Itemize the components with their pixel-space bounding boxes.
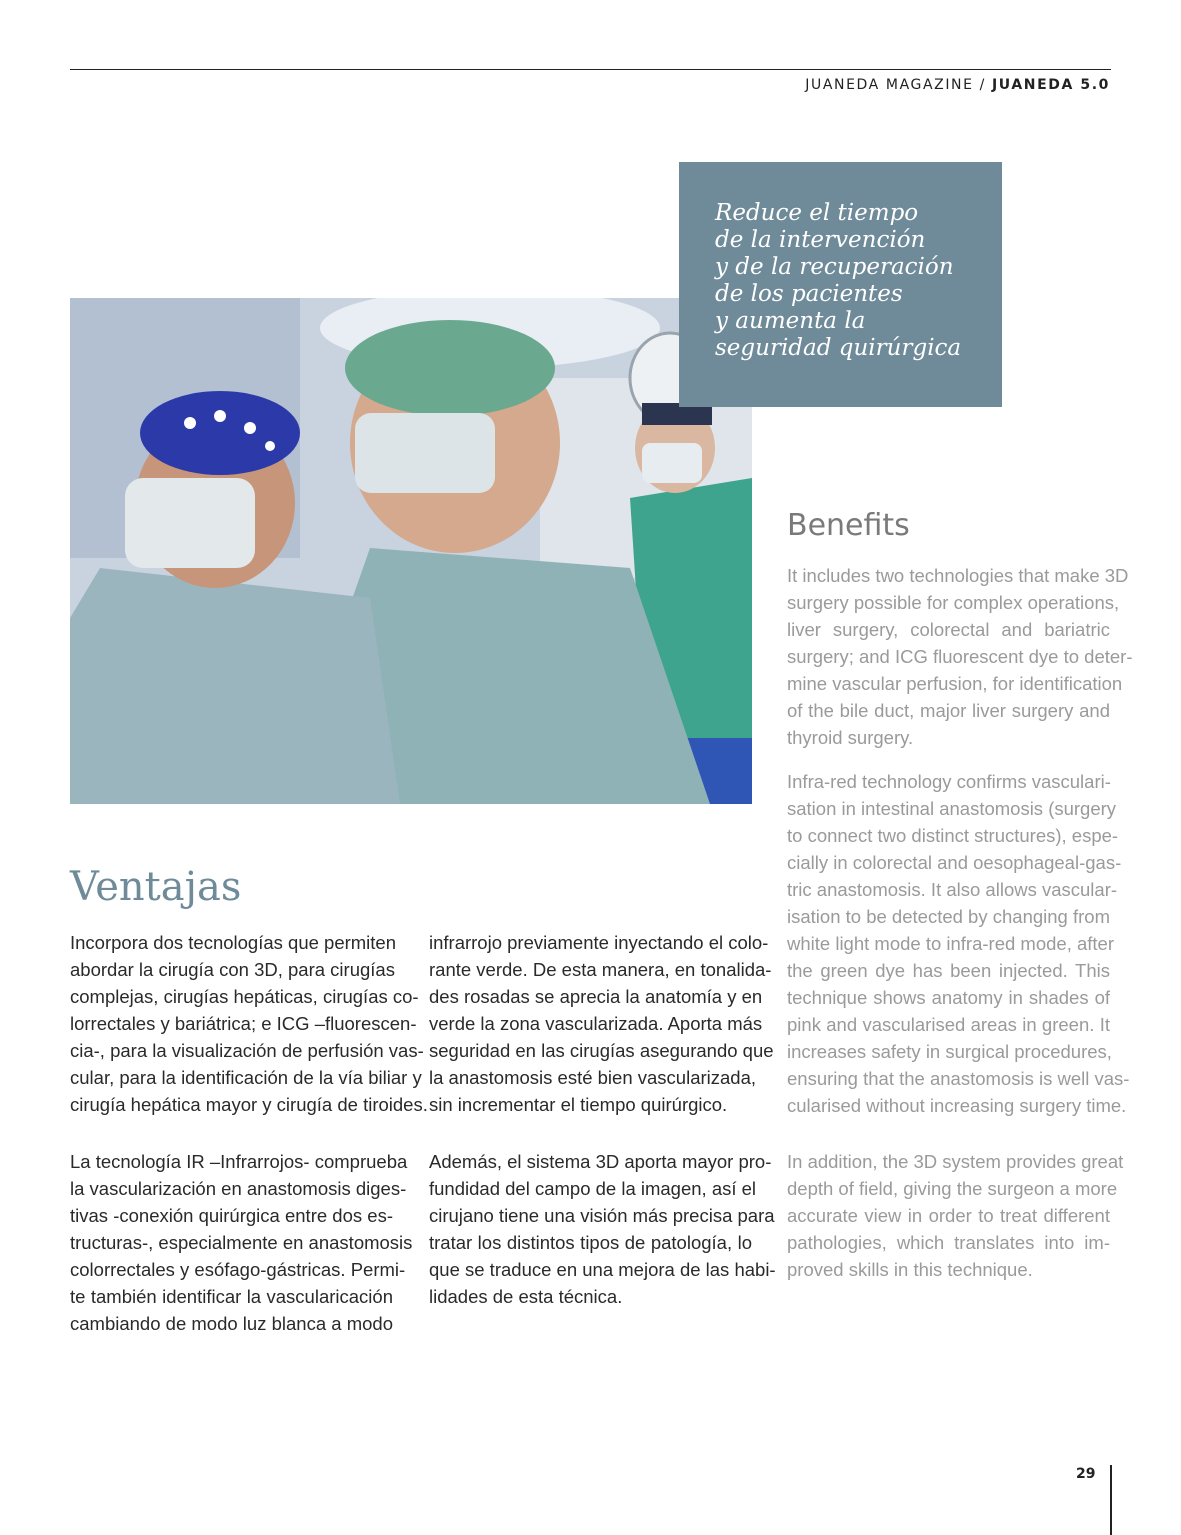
page-number: 29: [1076, 1466, 1096, 1482]
benefits-paragraph-3: [787, 1148, 1124, 1283]
text-line: pink and vascularised areas in green. It: [787, 1014, 1110, 1035]
text-line: cambiando de modo luz blanca a modo: [70, 1313, 393, 1334]
text-line: cularised without increasing surgery time.: [787, 1095, 1127, 1116]
text-line: infrarrojo previamente inyectando el colo-: [429, 932, 769, 953]
text-line: que se traduce en una mejora de las habi-: [429, 1259, 776, 1280]
text-line: technique shows anatomy in shades of: [787, 987, 1110, 1008]
ventajas-col1-paragraph-2: [70, 1148, 413, 1337]
text-line: to connect two distinct structures), espe-: [787, 825, 1119, 846]
benefits-paragraph-1: [787, 562, 1133, 751]
text-line: Además, el sistema 3D aporta mayor pro-: [429, 1151, 772, 1172]
text-line: tratar los distintos tipos de patología, lo: [429, 1232, 752, 1253]
benefits-paragraph-2: [787, 768, 1130, 1119]
text-line: lidades de esta técnica.: [429, 1286, 623, 1307]
header-rule: [70, 69, 1111, 70]
text-line: des rosadas se aprecia la anatomía y en: [429, 986, 763, 1007]
text-line: Incorpora dos tecnologías que permiten: [70, 932, 397, 953]
text-line: verde la zona vascularizada. Aporta más: [429, 1013, 763, 1034]
text-line: cially in colorectal and oesophageal-gas-: [787, 852, 1122, 873]
text-line: seguridad en las cirugías asegurando que: [429, 1040, 774, 1061]
text-line: depth of field, giving the surgeon a more: [787, 1178, 1118, 1199]
text-line: la vascularización en anastomosis diges-: [70, 1178, 407, 1199]
text-line: ensuring that the anastomosis is well vas-: [787, 1068, 1130, 1089]
text-line: complejas, cirugías hepáticas, cirugías co-: [70, 986, 419, 1007]
pull-quote-line: de los pacientes: [715, 281, 903, 307]
text-line: tructuras-, especialmente en anastomosis: [70, 1232, 413, 1253]
text-line: mine vascular perfusion, for identification: [787, 673, 1123, 694]
page-number-rule: [1110, 1465, 1112, 1535]
section-name: JUANEDA 5.0: [992, 77, 1110, 93]
pull-quote-line: y de la recuperación: [715, 254, 954, 280]
magazine-name: JUANEDA MAGAZINE: [805, 77, 974, 93]
text-line: rante verde. De esta manera, en tonalida-: [429, 959, 772, 980]
text-line: La tecnología IR –Infrarrojos- comprueba: [70, 1151, 408, 1172]
ventajas-col1-paragraph-1: [70, 929, 428, 1118]
ventajas-heading: Ventajas: [70, 864, 242, 910]
ventajas-col2-paragraph-2: [429, 1148, 776, 1310]
pull-quote-line: seguridad quirúrgica: [715, 335, 962, 361]
text-line: lorrectales y bariátrica; e ICG –fluorescen-: [70, 1013, 417, 1034]
text-line: Infra-red technology confirms vasculari-: [787, 771, 1111, 792]
text-line: It includes two technologies that make 3D: [787, 565, 1129, 586]
text-line: surgery; and ICG fluorescent dye to deter-: [787, 646, 1133, 667]
running-head: [805, 77, 1110, 93]
benefits-heading: Benefits: [787, 508, 910, 543]
text-line: white light mode to infra-red mode, after: [787, 933, 1114, 954]
text-line: abordar la cirugía con 3D, para cirugías: [70, 959, 395, 980]
text-line: tric anastomosis. It also allows vascular-: [787, 879, 1118, 900]
text-line: cia-, para la visualización de perfusión vas-: [70, 1040, 424, 1061]
text-line: In addition, the 3D system provides great: [787, 1151, 1124, 1172]
text-line: increases safety in surgical procedures,: [787, 1041, 1112, 1062]
text-line: thyroid surgery.: [787, 727, 914, 748]
ventajas-col2-paragraph-1: [429, 929, 774, 1118]
text-line: pathologies, which translates into im-: [787, 1232, 1110, 1253]
header-separator: /: [973, 77, 992, 93]
pull-quote: [679, 162, 1002, 407]
text-line: isation to be detected by changing from: [787, 906, 1110, 927]
text-line: fundidad del campo de la imagen, así el: [429, 1178, 757, 1199]
pull-quote-line: y aumenta la: [715, 308, 866, 334]
text-line: of the bile duct, major liver surgery and: [787, 700, 1110, 721]
text-line: cirugía hepática mayor y cirugía de tiroides.: [70, 1094, 428, 1115]
text-line: proved skills in this technique.: [787, 1259, 1033, 1280]
pull-quote-line: Reduce el tiempo: [715, 200, 919, 226]
text-line: la anastomosis esté bien vascularizada,: [429, 1067, 757, 1088]
text-line: the green dye has been injected. This: [787, 960, 1110, 981]
text-line: tivas -conexión quirúrgica entre dos es-: [70, 1205, 393, 1226]
text-line: sin incrementar el tiempo quirúrgico.: [429, 1094, 728, 1115]
surgeons-photo: [70, 298, 752, 804]
text-line: colorrectales y esófago-gástricas. Permi-: [70, 1259, 406, 1280]
text-line: accurate view in order to treat different: [787, 1205, 1110, 1226]
pull-quote-line: de la intervención: [715, 227, 926, 253]
text-line: liver surgery, colorectal and bariatric: [787, 619, 1110, 640]
text-line: surgery possible for complex operations,: [787, 592, 1120, 613]
text-line: te también identificar la vascularicación: [70, 1286, 393, 1307]
text-line: cular, para la identificación de la vía biliar y: [70, 1067, 422, 1088]
text-line: sation in intestinal anastomosis (surgery: [787, 798, 1117, 819]
text-line: cirujano tiene una visión más precisa para: [429, 1205, 775, 1226]
